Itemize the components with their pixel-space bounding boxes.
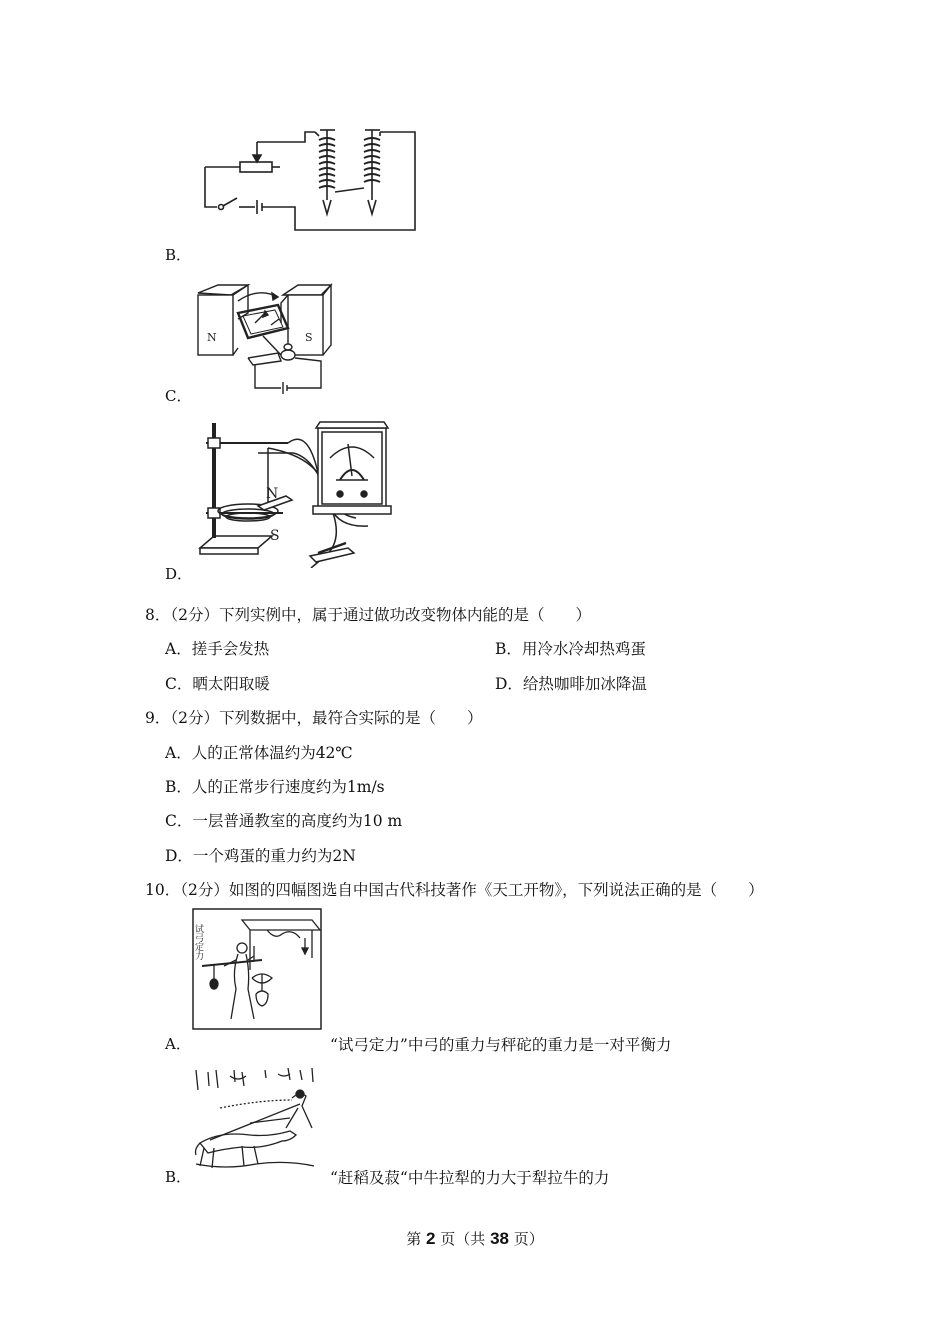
image-bow-testing xyxy=(192,908,322,1030)
figure-option-b-label[interactable]: B． xyxy=(165,246,192,264)
figure-galvanometer xyxy=(198,418,398,568)
coil-s-label: S xyxy=(270,528,280,544)
question-9-option-c[interactable]: C．一层普通教室的高度约为10 m xyxy=(165,812,403,830)
magnet-n-label: N xyxy=(207,331,217,344)
footer-pre: 第 xyxy=(406,1230,422,1248)
coil-n-label: N xyxy=(266,486,279,502)
question-9-option-d[interactable]: D．一个鸡蛋的重力约为2N xyxy=(165,847,356,865)
figure-option-d-label[interactable]: D． xyxy=(165,565,193,583)
question-10-option-a-label[interactable]: A． xyxy=(165,1035,191,1053)
question-8-stem: 8．（2分）下列实例中，属于通过做功改变物体内能的是（ ） xyxy=(145,606,591,624)
figure-option-c-label[interactable]: C． xyxy=(165,387,192,405)
question-10-option-a[interactable]: “试弓定力”中弓的重力与秤砣的重力是一对平衡力 xyxy=(330,1036,672,1054)
image-ox-plowing xyxy=(190,1068,320,1173)
footer-mid: 页（共 xyxy=(440,1230,486,1248)
question-8-option-d[interactable]: D．给热咖啡加冰降温 xyxy=(495,675,647,693)
question-9-option-a[interactable]: A．人的正常体温约为42℃ xyxy=(165,744,353,762)
question-9-option-b[interactable]: B．人的正常步行速度约为1m/s xyxy=(165,778,385,796)
footer-post: 页） xyxy=(513,1230,544,1248)
question-8-option-a[interactable]: A．搓手会发热 xyxy=(165,640,270,658)
question-10-stem: 10．（2分）如图的四幅图选自中国古代科技著作《天工开物》，下列说法正确的是（ ） xyxy=(145,881,764,899)
question-8-option-c[interactable]: C．晒太阳取暖 xyxy=(165,675,270,693)
bow-caption: 试弓定力 xyxy=(193,924,203,960)
question-10-option-b[interactable]: “赶稻及菽“中牛拉犁的力大于犁拉牛的力 xyxy=(330,1169,610,1187)
figure-electromagnets xyxy=(195,122,425,237)
question-9-stem: 9．（2分）下列数据中，最符合实际的是（ ） xyxy=(145,709,483,727)
page-footer xyxy=(0,1228,950,1249)
figure-motor xyxy=(193,283,338,398)
question-8-option-b[interactable]: B．用冷水冷却热鸡蛋 xyxy=(495,640,646,658)
magnet-s-label: S xyxy=(305,331,313,344)
footer-total-pages: 38 xyxy=(490,1229,509,1248)
question-10-option-b-label[interactable]: B． xyxy=(165,1168,192,1186)
footer-page-number: 2 xyxy=(426,1229,436,1248)
